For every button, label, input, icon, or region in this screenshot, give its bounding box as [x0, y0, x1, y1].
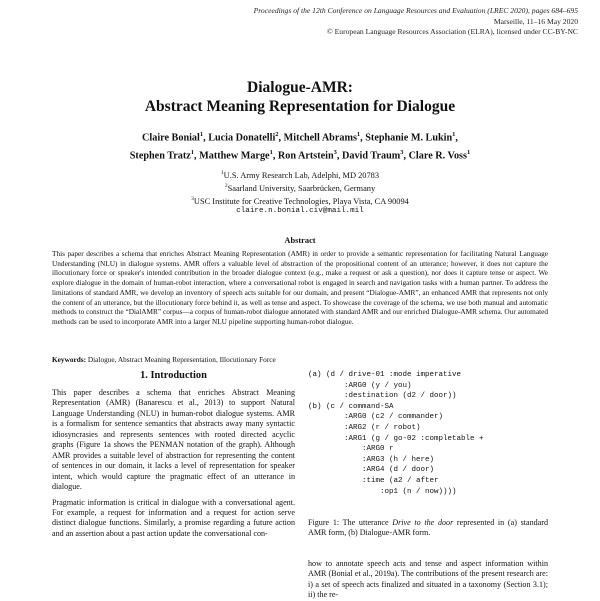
- affiliation-line: $^1$U.S. Army Research Lab, Adelphi, MD 20783: [220, 170, 380, 180]
- section-heading-introduction: 1. Introduction: [140, 370, 207, 381]
- caption-suffix: represented in (a) standard AMR form, (b) Dialogue-AMR form.: [308, 518, 548, 538]
- location-line: Marseille, 11–16 May 2020: [493, 16, 578, 26]
- caption-prefix: Figure 1: The utterance: [308, 518, 393, 527]
- title-line-1: Dialogue-AMR:: [247, 79, 353, 96]
- right-column-paragraph: how to annotate speech acts and tense and aspect information within AMR (Bonial et al., 2019a). The contributions of the present research are: i) a set of speech acts finalized and situated in a taxonomy (Section 3.1); ii) the re-: [308, 559, 548, 600]
- author-name: Lucia Donatelli: [208, 132, 276, 144]
- author-affiliation-mark: 1: [466, 148, 471, 156]
- author-affiliation-mark: 1: [452, 131, 456, 138]
- intro-paragraph-2: Pragmatic information is critical in dialogue with a conversational agent. For example, a request for information and a request for action serve distinct dialogue functions. Similarly, a promise regarding a future action and an assertion about a past action update the conversational con-: [52, 497, 295, 538]
- author-name: Matthew Marge: [199, 150, 270, 162]
- author-name: David Traum: [342, 150, 401, 162]
- author-list: Claire Bonial$^1$, Lucia Donatelli$^2$, Mitchell Abrams$^1$, Stephanie M. Lukin$^1$, Stephen Tratz$^1$, Matthew Marge$^1$, Ron Artstein$^3$, David Traum$^3$, Clare R. Voss$^1$: [129, 131, 471, 162]
- author-affiliation-mark: 3: [333, 148, 337, 156]
- author-name: Stephen Tratz: [129, 150, 191, 162]
- author-affiliation-mark: 1: [199, 131, 204, 138]
- author-name: Claire Bonial: [142, 132, 200, 144]
- abstract-text: This paper describes a schema that enriches Abstract Meaning Representation (AMR) in order to provide a semantic representation for facilitating Natural Language Understanding (NLU) in dialogue systems. AMR offers a valuable level of abstraction of the propositional content of an utterance; however, it does not capture the illocutionary force or speaker's intended contribution in the broader dialogue context (e.g., make a request or ask a question), nor does it capture tense or aspect. We explore dialogue in the domain of human-robot interaction, where a conversational robot is engaged in search and navigation tasks with a human partner. To address the limitations of standard AMR, we develop an inventory of speech acts suitable for our domain, and present “Dialogue-AMR”, an enhanced AMR that represents not only the content of an utterance, but the illocutionary force behind it, as well as tense and aspect. To showcase the coverage of the schema, we use both manual and automatic methods to construct the “DialAMR” corpus—a corpus of human-robot dialogue annotated with standard AMR and our enriched Dialogue-AMR schema. Our automated methods can be used to incorporate AMR into a larger NLU pipeline supporting human-robot dialogue.: [52, 249, 548, 326]
- author-affiliation-mark: 1: [269, 148, 273, 156]
- license-line: © European Language Resources Association (ELRA), licensed under CC-BY-NC: [326, 27, 578, 36]
- author-affiliation-mark: 1: [190, 148, 195, 156]
- proceedings-line: Proceedings of the 12th Conference on Language Resources and Evaluation (LREC 2020), pages 684–695: [253, 6, 578, 15]
- intro-paragraph-1: This paper describes a schema that enriches Abstract Meaning Representation (AMR) (Banarescu et al., 2013) to support Natural Language Understanding (NLU) in human-robot dialogue systems. AMR is a formalism for sentence semantics that abstracts away many syntactic idiosyncrasies and represents sentences with rooted directed acyclic graphs (Figure 1a shows the PENMAN notation of the graph). Although AMR provides a suitable level of abstraction for representing the content of sentences in our domain, it lacks a level of representation for speaker intent, which would capture the pragmatic effect of an utterance in dialogue.: [52, 388, 295, 492]
- abstract-heading: Abstract: [284, 236, 316, 245]
- affiliation-line: $^3$USC Institute for Creative Technologies, Playa Vista, CA 90094: [191, 195, 409, 206]
- keywords: [52, 355, 548, 365]
- affiliation-line: $^2$Saarland University, Saarbrücken, Germany: [224, 182, 376, 193]
- author-affiliation-mark: 1: [356, 131, 361, 138]
- keywords-text: Dialogue, Abstract Meaning Representation, Illocutionary Force: [86, 355, 276, 364]
- keywords-label: Keywords:: [52, 355, 87, 364]
- author-affiliation-mark: 3: [400, 148, 404, 156]
- author-email: claire.n.bonial.civ@mail.mil: [236, 207, 364, 216]
- author-affiliation-mark: 2: [275, 131, 279, 138]
- caption-italic: Drive to the door: [392, 518, 454, 527]
- author-name: Ron Artstein: [277, 150, 334, 162]
- figure-caption: [308, 518, 548, 539]
- proceedings-header: [198, 6, 578, 38]
- title-line-2: Abstract Meaning Representation for Dialogue: [144, 98, 456, 115]
- affiliations: [0, 168, 600, 217]
- author-name: Clare R. Voss: [408, 150, 467, 162]
- author-name: Mitchell Abrams: [283, 132, 357, 144]
- left-column: [52, 370, 295, 544]
- paper-title: [0, 78, 600, 116]
- author-name: Stephanie M. Lukin: [365, 132, 453, 144]
- figure-1: [308, 370, 548, 497]
- amr-code-block: (a) (d / drive-01 :mode imperative :ARG0 (y / you) :destination (d2 / door)) (b) (c / command-SA :ARG0 (c2 / commander) :ARG2 (r / robot) :ARG1 (g / go-02 :completable + :ARG0 r :ARG3 (h / here) :ARG4 (d / door) :time (a2 / after :op1 (n / now)))): [308, 371, 484, 496]
